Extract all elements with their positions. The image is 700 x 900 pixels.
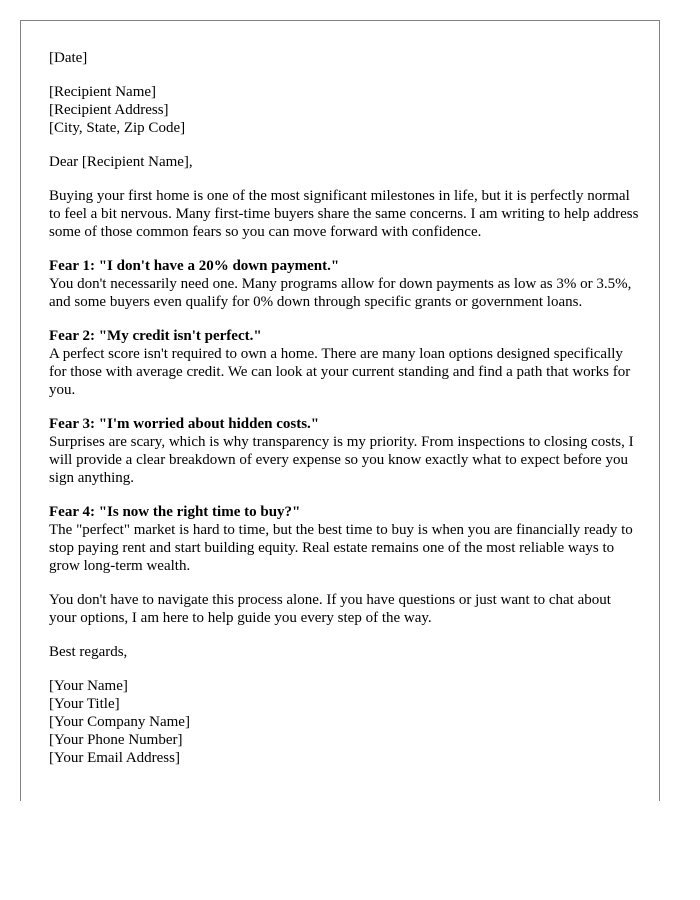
fear-body: Surprises are scary, which is why transparency is my priority. From inspections to closing costs, I will provide a clear breakdown of every expense so you know exactly what to expect before you sign anything.: [49, 434, 634, 486]
sender-company: [Your Company Name]: [49, 714, 190, 730]
sender-name: [Your Name]: [49, 678, 128, 694]
recipient-name: [Recipient Name]: [49, 84, 157, 100]
letter-date: [Date]: [49, 50, 88, 66]
fear-section-2: [49, 327, 639, 399]
fear-body: You don't necessarily need one. Many programs allow for down payments as low as 3% or 3.5%, and some buyers even qualify for 0% down through specific grants or government loans.: [49, 276, 632, 310]
salutation: Dear [Recipient Name],: [49, 154, 193, 170]
sender-phone: [Your Phone Number]: [49, 732, 183, 748]
recipient-city-state-zip: [City, State, Zip Code]: [49, 120, 186, 136]
fear-body: A perfect score isn't required to own a home. There are many loan options designed specifically for those with average credit. We can look at your current standing and find a path that works for you.: [49, 346, 631, 398]
sender-block: [49, 677, 639, 767]
fear-section-3: [49, 415, 639, 487]
sender-email: [Your Email Address]: [49, 750, 180, 766]
fear-title: Fear 2: "My credit isn't perfect.": [49, 328, 262, 344]
fear-title: Fear 4: "Is now the right time to buy?": [49, 504, 301, 520]
fear-title: Fear 3: "I'm worried about hidden costs.": [49, 416, 320, 432]
recipient-address: [Recipient Address]: [49, 102, 169, 118]
intro-paragraph: Buying your first home is one of the most significant milestones in life, but it is perfectly normal to feel a bit nervous. Many first-time buyers share the same concerns. I am writing to help address some of those common fears so you can move forward with confidence.: [49, 188, 639, 240]
recipient-block: [49, 83, 639, 137]
letter-content: [49, 49, 639, 767]
signoff: Best regards,: [49, 644, 128, 660]
fear-section-1: [49, 257, 639, 311]
closing-paragraph: You don't have to navigate this process alone. If you have questions or just want to chat about your options, I am here to help guide you every step of the way.: [49, 592, 611, 626]
sender-title: [Your Title]: [49, 696, 120, 712]
fear-body: The "perfect" market is hard to time, but the best time to buy is when you are financially ready to stop paying rent and start building equity. Real estate remains one of the most reliable ways to grow long-term wealth.: [49, 522, 633, 574]
fear-section-4: [49, 503, 639, 575]
fear-title: Fear 1: "I don't have a 20% down payment.": [49, 258, 340, 274]
letter-page: [20, 20, 660, 801]
